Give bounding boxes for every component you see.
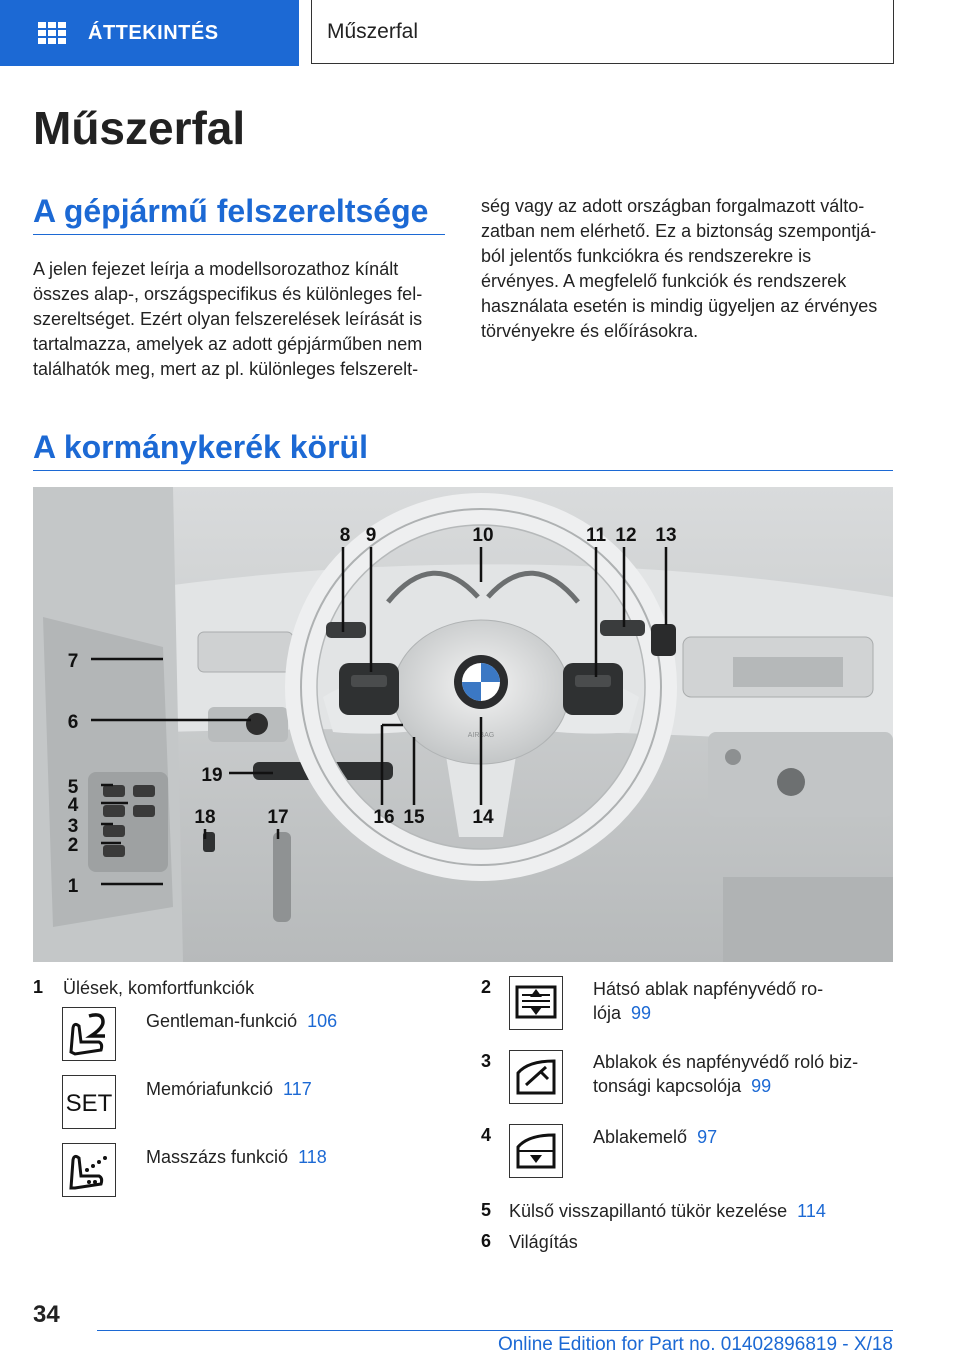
grid-menu-icon bbox=[38, 22, 66, 44]
callout-5: 5 bbox=[67, 777, 79, 798]
footer-rule bbox=[97, 1330, 893, 1331]
text-line: találhatók meg, mert az pl. különleges felszerelt‐ bbox=[33, 359, 419, 379]
callout-9: 9 bbox=[365, 525, 377, 546]
page-ref-link[interactable]: 99 bbox=[631, 1003, 652, 1023]
callout-19: 19 bbox=[201, 765, 223, 786]
power-window-icon bbox=[509, 1124, 563, 1178]
heading-rule bbox=[33, 470, 893, 471]
legend-subitem-text: Memóriafunkció bbox=[146, 1079, 274, 1099]
cockpit-illustration bbox=[33, 487, 893, 962]
legend-text bbox=[593, 977, 883, 1025]
intro-column-2 bbox=[481, 194, 901, 344]
text-line: használata esetén is mindig ügyeljen az érvényes bbox=[481, 296, 878, 316]
page-ref-link[interactable]: 106 bbox=[307, 1011, 338, 1031]
section-tab-label: Műszerfal bbox=[327, 19, 419, 43]
text-line: zatban nem elérhető. Ez a biztonság szempontjá‐ bbox=[481, 221, 877, 241]
text-line: összes alap-, országspecifikus és különleges fel‐ bbox=[33, 284, 423, 304]
text-line: ség vagy az adott országban forgalmazott válto‐ bbox=[481, 196, 865, 216]
rear-sunblind-icon bbox=[509, 976, 563, 1030]
callout-16: 16 bbox=[373, 807, 395, 828]
set-button-icon bbox=[62, 1075, 116, 1129]
callout-4: 4 bbox=[67, 795, 79, 816]
page-ref-link[interactable]: 114 bbox=[797, 1201, 826, 1221]
legend-text: Világítás bbox=[509, 1232, 578, 1252]
legend-text bbox=[593, 1125, 717, 1149]
legend-text-line: tonsági kapcsolója bbox=[593, 1076, 742, 1096]
legend-text bbox=[509, 1199, 826, 1223]
callout-3: 3 bbox=[67, 816, 79, 837]
text-line: A jelen fejezet leírja a modellsorozathoz kínált bbox=[33, 259, 399, 279]
callout-17: 17 bbox=[267, 807, 289, 828]
legend-text-line: Hátsó ablak napfényvédő ro‐ bbox=[593, 979, 824, 999]
page-number: 34 bbox=[33, 1301, 60, 1328]
legend-text: Ülések, komfortfunkciók bbox=[63, 978, 255, 998]
callout-12: 12 bbox=[615, 525, 637, 546]
text-line: ból jelentős funkciókra és rendszerekre is bbox=[481, 246, 812, 266]
section-heading-equipment: A gépjármű felszereltsége bbox=[33, 193, 429, 229]
page-title: Műszerfal bbox=[33, 102, 246, 154]
callout-11: 11 bbox=[585, 525, 607, 546]
seat-massage-icon bbox=[62, 1143, 116, 1197]
callout-6: 6 bbox=[67, 712, 79, 733]
callout-14: 14 bbox=[472, 807, 494, 828]
page-ref-link[interactable]: 97 bbox=[697, 1127, 718, 1147]
text-line: tartalmazza, amelyek az adott gépjárműben nem bbox=[33, 334, 423, 354]
text-line: törvényekre és előírásokra. bbox=[481, 321, 699, 341]
text-line: szereltséget. Ezért olyan felszerelések leírását is bbox=[33, 309, 423, 329]
legend-text-line: lója bbox=[593, 1003, 622, 1023]
legend-text-line: Külső visszapillantó tükör kezelése bbox=[509, 1201, 788, 1221]
legend-number: 4 bbox=[481, 1125, 492, 1145]
legend-number: 2 bbox=[481, 977, 492, 997]
callout-15: 15 bbox=[403, 807, 425, 828]
page-ref-link[interactable]: 117 bbox=[283, 1079, 312, 1099]
callout-2: 2 bbox=[67, 835, 79, 856]
window-safety-switch-icon bbox=[509, 1050, 563, 1104]
callout-8: 8 bbox=[339, 525, 351, 546]
callout-10: 10 bbox=[472, 525, 494, 546]
footer-edition-link[interactable]: Online Edition for Part no. 01402896819 - X/18 bbox=[497, 1334, 893, 1355]
legend-text bbox=[593, 1050, 883, 1098]
legend-text-line: Ablakemelő bbox=[593, 1127, 688, 1147]
legend-subitem-text: Gentleman-funkció bbox=[146, 1011, 298, 1031]
callout-7: 7 bbox=[67, 651, 79, 672]
legend-number: 6 bbox=[481, 1231, 492, 1251]
seat-memory-2-icon bbox=[62, 1007, 116, 1061]
legend-text-line: Ablakok és napfényvédő roló biz‐ bbox=[593, 1052, 859, 1072]
airbag-text: AIRBAG bbox=[467, 732, 495, 739]
overview-tab-label: ÁTTEKINTÉS bbox=[88, 21, 219, 44]
page-ref-link[interactable]: 99 bbox=[751, 1076, 772, 1096]
legend-subitem-text: Masszázs funkció bbox=[146, 1147, 289, 1167]
legend-number: 1 bbox=[33, 977, 44, 997]
set-icon-text: SET bbox=[65, 1090, 113, 1117]
callout-1: 1 bbox=[67, 876, 79, 897]
intro-column-1 bbox=[33, 257, 453, 382]
overview-tab[interactable] bbox=[0, 0, 299, 66]
section-tab[interactable] bbox=[311, 0, 894, 64]
callout-18: 18 bbox=[194, 807, 216, 828]
legend-subitem bbox=[146, 1077, 312, 1101]
legend-number: 5 bbox=[481, 1200, 492, 1220]
legend-subitem bbox=[146, 1009, 337, 1033]
legend-number: 3 bbox=[481, 1051, 492, 1071]
callout-13: 13 bbox=[655, 525, 677, 546]
page-ref-link[interactable]: 118 bbox=[298, 1147, 327, 1167]
section-heading-steering: A kormánykerék körül bbox=[33, 429, 368, 465]
legend-subitem bbox=[146, 1145, 327, 1169]
text-line: érvényes. A megfelelő funkciók és rendszerek bbox=[481, 271, 847, 291]
heading-rule bbox=[33, 234, 445, 235]
